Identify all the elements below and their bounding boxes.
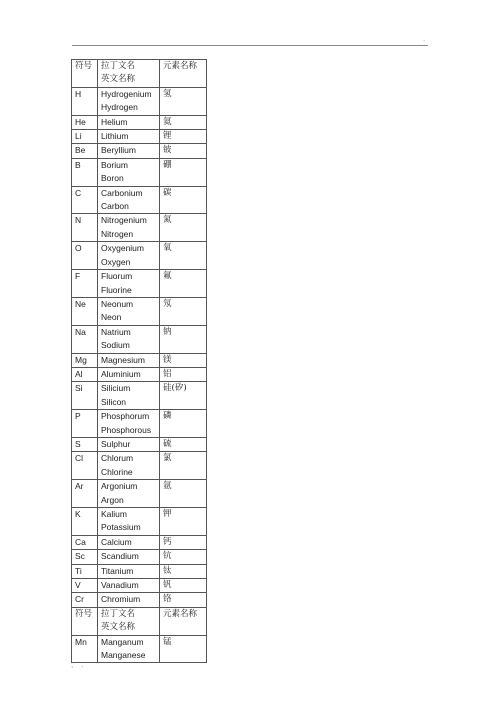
element-names <box>98 270 160 298</box>
element-chinese-name: 氮 <box>160 214 207 242</box>
element-symbol: Si <box>72 382 98 410</box>
element-latin-name: Magnesium <box>101 354 145 365</box>
element-symbol: H <box>72 87 98 115</box>
element-english-name: Chlorine <box>101 466 133 477</box>
element-names <box>98 382 160 410</box>
element-chinese-name: 氟 <box>160 270 207 298</box>
element-table-body <box>72 60 207 663</box>
table-row <box>72 579 207 593</box>
table-row <box>72 130 207 144</box>
element-english-name: Manganese <box>101 650 146 661</box>
element-english-name: Phosphorous <box>101 424 152 435</box>
element-symbol: S <box>72 437 98 451</box>
table-row <box>72 508 207 536</box>
element-names <box>98 410 160 438</box>
element-latin-name: Nitrogenium <box>101 215 147 226</box>
element-names <box>98 564 160 578</box>
element-chinese-name: 磷 <box>160 410 207 438</box>
element-english-name: Sodium <box>101 340 130 351</box>
element-chinese-name: 氧 <box>160 242 207 270</box>
element-chinese-name: 铍 <box>160 144 207 158</box>
table-row <box>72 325 207 353</box>
footer-mark: ; . <box>71 660 87 669</box>
element-latin-name: Titanium <box>101 565 134 576</box>
element-english-name: Nitrogen <box>101 228 134 239</box>
table-header-row-repeat <box>72 607 207 635</box>
element-chinese-name: 钒 <box>160 579 207 593</box>
element-symbol: C <box>72 186 98 214</box>
element-chinese-name: 镁 <box>160 353 207 367</box>
table-row <box>72 186 207 214</box>
table-row <box>72 353 207 367</box>
table-row <box>72 270 207 298</box>
element-chinese-name: 锂 <box>160 130 207 144</box>
element-latin-name: Borium <box>101 159 128 170</box>
element-symbol: B <box>72 158 98 186</box>
header-rule <box>72 45 428 46</box>
element-names <box>98 635 160 663</box>
table-row <box>72 535 207 549</box>
table-row <box>72 635 207 663</box>
element-names <box>98 480 160 508</box>
table-row <box>72 297 207 325</box>
element-symbol: Cl <box>72 452 98 480</box>
element-names <box>98 437 160 451</box>
element-names <box>98 535 160 549</box>
element-names <box>98 158 160 186</box>
element-symbol: Be <box>72 144 98 158</box>
element-chinese-name: 氦 <box>160 115 207 129</box>
element-english-name: Oxygen <box>101 256 131 267</box>
table-row <box>72 564 207 578</box>
element-english-name: Silicon <box>101 396 127 407</box>
element-latin-name: Helium <box>101 116 128 127</box>
table-row <box>72 550 207 564</box>
element-symbol: Mg <box>72 353 98 367</box>
table-row <box>72 437 207 451</box>
element-names <box>98 593 160 607</box>
element-names <box>98 144 160 158</box>
element-symbol: He <box>72 115 98 129</box>
table-row <box>72 410 207 438</box>
table-row <box>72 214 207 242</box>
element-names <box>98 579 160 593</box>
element-latin-name: Silicium <box>101 383 131 394</box>
element-symbol: Na <box>72 325 98 353</box>
element-names <box>98 242 160 270</box>
header-chinese: 元素名称 <box>160 607 207 635</box>
table-row <box>72 367 207 381</box>
element-symbol: O <box>72 242 98 270</box>
element-names <box>98 452 160 480</box>
element-names <box>98 87 160 115</box>
element-names <box>98 508 160 536</box>
element-symbol: Cr <box>72 593 98 607</box>
element-latin-name: Phosphorum <box>101 411 150 422</box>
element-names <box>98 297 160 325</box>
element-symbol: N <box>72 214 98 242</box>
header-latin: 拉丁文名 <box>101 61 136 71</box>
element-chinese-name: 氯 <box>160 452 207 480</box>
element-chinese-name: 氖 <box>160 297 207 325</box>
element-names <box>98 325 160 353</box>
element-latin-name: Beryllium <box>101 145 136 156</box>
element-chinese-name: 硼 <box>160 158 207 186</box>
element-chinese-name: 钛 <box>160 564 207 578</box>
header-symbol: 符号 <box>72 60 98 88</box>
element-latin-name: Carbonium <box>101 187 143 198</box>
element-chinese-name: 锰 <box>160 635 207 663</box>
element-english-name: Neon <box>101 312 122 323</box>
element-latin-name: Scandium <box>101 551 139 562</box>
element-symbol: Sc <box>72 550 98 564</box>
header-symbol: 符号 <box>72 607 98 635</box>
element-latin-name: Vanadium <box>101 580 139 591</box>
element-chinese-name: 钠 <box>160 325 207 353</box>
table-row <box>72 480 207 508</box>
header-english: 英文名称 <box>101 622 136 633</box>
element-latin-name: Manganum <box>101 636 144 647</box>
header-chinese: 元素名称 <box>160 60 207 88</box>
header-names <box>98 60 160 88</box>
element-names <box>98 550 160 564</box>
header-latin: 拉丁文名 <box>101 608 136 619</box>
element-english-name: Argon <box>101 494 124 505</box>
element-chinese-name: 氢 <box>160 87 207 115</box>
element-symbol: Ar <box>72 480 98 508</box>
table-header-row <box>72 60 207 88</box>
element-latin-name: Natrium <box>101 326 131 337</box>
element-chinese-name: 铬 <box>160 593 207 607</box>
element-symbol: Ne <box>72 297 98 325</box>
element-symbol: K <box>72 508 98 536</box>
element-chinese-name: 钙 <box>160 535 207 549</box>
element-english-name: Potassium <box>101 522 141 533</box>
element-english-name: Fluorine <box>101 284 132 295</box>
element-chinese-name: 硅(矽) <box>160 382 207 410</box>
header-mark: . <box>423 34 426 43</box>
element-latin-name: Lithium <box>101 131 129 142</box>
table-row <box>72 382 207 410</box>
element-latin-name: Neonum <box>101 298 134 309</box>
element-chinese-name: 硫 <box>160 437 207 451</box>
element-symbol: Ti <box>72 564 98 578</box>
table-row <box>72 242 207 270</box>
element-symbol: Al <box>72 367 98 381</box>
table-row <box>72 158 207 186</box>
element-latin-name: Calcium <box>101 536 132 547</box>
element-chinese-name: 钾 <box>160 508 207 536</box>
table-row <box>72 87 207 115</box>
element-chinese-name: 碳 <box>160 186 207 214</box>
header-names <box>98 607 160 635</box>
element-latin-name: Chromium <box>101 594 141 605</box>
element-symbol: Li <box>72 130 98 144</box>
element-names <box>98 353 160 367</box>
element-names <box>98 130 160 144</box>
element-latin-name: Sulphur <box>101 438 131 449</box>
element-english-name: Hydrogen <box>101 102 138 113</box>
element-latin-name: Kalium <box>101 509 127 519</box>
header-english: 英文名称 <box>101 74 136 85</box>
table-row <box>72 452 207 480</box>
element-symbol: P <box>72 410 98 438</box>
element-symbol: F <box>72 270 98 298</box>
element-latin-name: Fluorum <box>101 271 133 282</box>
element-latin-name: Chlorum <box>101 453 134 464</box>
element-english-name: Boron <box>101 173 124 184</box>
element-symbol: Mn <box>72 635 98 663</box>
element-latin-name: Oxygenium <box>101 243 144 254</box>
element-chinese-name: 铝 <box>160 367 207 381</box>
element-names <box>98 214 160 242</box>
element-table <box>71 59 207 663</box>
element-symbol: Ca <box>72 535 98 549</box>
element-symbol: V <box>72 579 98 593</box>
element-names <box>98 115 160 129</box>
element-latin-name: Argonium <box>101 481 138 492</box>
element-english-name: Carbon <box>101 201 129 212</box>
element-chinese-name: 钪 <box>160 550 207 564</box>
element-latin-name: Hydrogenium <box>101 88 152 99</box>
element-names <box>98 367 160 381</box>
element-chinese-name: 氩 <box>160 480 207 508</box>
element-names <box>98 186 160 214</box>
table-row <box>72 115 207 129</box>
table-row <box>72 144 207 158</box>
table-row <box>72 593 207 607</box>
element-latin-name: Aluminium <box>101 368 141 379</box>
